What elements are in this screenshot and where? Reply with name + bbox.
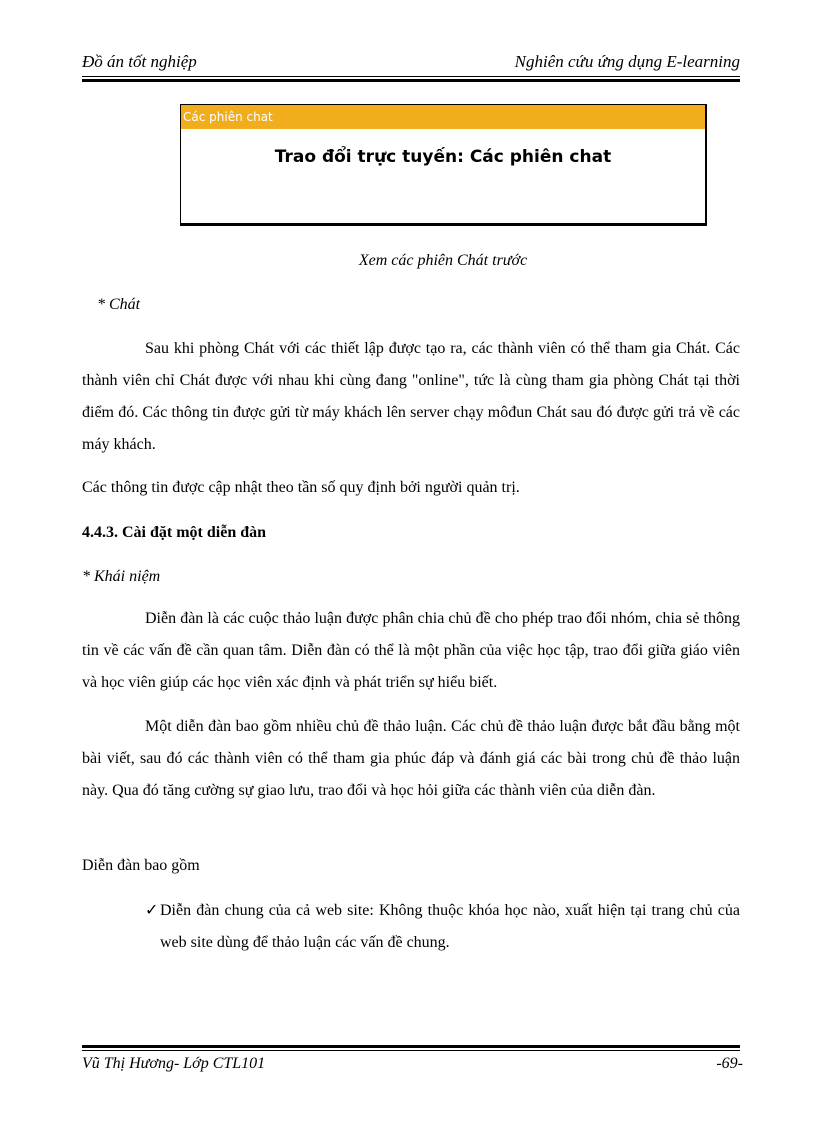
footer-author: Vũ Thị Hương- Lớp CTL101 — [82, 1055, 266, 1072]
chat-paragraph-1: Sau khi phòng Chát với các thiết lập được tạo ra, các thành viên có thể tham gia Chát. Các thành viên chỉ Chát được với nhau khi cùng đang "online", tức là cùng tham gia phòng Chát tại thời điểm đó. Các thông tin được gửi từ máy khách lên server chạy môđun Chát sau đó được gửi trả về các máy khách. — [82, 340, 740, 453]
footer-rule-thick — [82, 1045, 740, 1048]
page-number: -69- — [716, 1055, 743, 1072]
chat-heading: * Chát — [97, 296, 141, 313]
chat-paragraph-2: Các thông tin được cập nhật theo tần số quy định bởi người quản trị. — [82, 479, 520, 496]
check-icon: ✓ — [145, 902, 159, 919]
header-rule — [82, 76, 740, 77]
concept-paragraph-2: Một diễn đàn bao gồm nhiều chủ đề thảo luận. Các chủ đề thảo luận được bắt đầu bằng một bài viết, sau đó các thành viên có thể tham gia phúc đáp và đánh giá các bài trong chủ đề thảo luận này. Qua đó tăng cường sự giao lưu, trao đổi và học hỏi giữa các thành viên của diễn đàn. — [82, 718, 740, 799]
chat-sessions-figure — [180, 104, 707, 226]
footer-rule — [82, 1050, 740, 1051]
header-right-title: Nghiên cứu ứng dụng E-learning — [514, 52, 740, 71]
figure-caption: Xem các phiên Chát trước — [358, 252, 528, 269]
concept-heading: * Khái niệm — [82, 568, 161, 585]
header-rule-thick — [82, 79, 740, 82]
header-left-title: Đồ án tốt nghiệp — [82, 52, 197, 71]
includes-label: Diễn đàn bao gồm — [82, 857, 200, 874]
figure-title-bar: Các phiên chat — [181, 105, 705, 129]
section-heading: 4.4.3. Cài đặt một diễn đàn — [82, 524, 267, 541]
bullet-item-1: Diễn đàn chung của cả web site: Không thuộc khóa học nào, xuất hiện tại trang chủ của web site dùng để thảo luận các vấn đề chung. — [160, 902, 740, 951]
concept-paragraph-1: Diễn đàn là các cuộc thảo luận được phân chia chủ đề cho phép trao đổi nhóm, chia sẻ thông tin về các vấn đề cần quan tâm. Diễn đàn có thể là một phần của việc học tập, trao đổi giữa giáo viên và học viên giúp các học viên xác định và phát triển sự hiểu biết. — [82, 610, 740, 691]
figure-heading: Trao đổi trực tuyến: Các phiên chat — [274, 147, 612, 167]
